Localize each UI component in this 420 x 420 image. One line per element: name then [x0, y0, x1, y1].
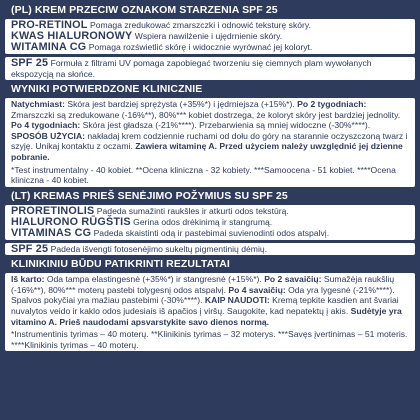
- spf-desc: Padeda išvengti fotosenėjimo sukeltų pigmentinių dėmių.: [50, 243, 268, 254]
- pl-ingredients-box: [5, 19, 415, 54]
- pl-results-header: WYNIKI POTWIERDZONE KLINICZNIE: [11, 83, 203, 95]
- results-label: Po 4 savaičių:: [228, 284, 286, 295]
- ingredient-desc: Wspiera nawilżenie i ujędrnienie skóry.: [134, 31, 283, 41]
- lt-footnotes: *Instrumentinis tyrimas – 40 moterų. **Klinikinis tyrimas – 32 moterys. ***Savęs įvertinimas – 51 moteris. ****Klinikinis tyrimas – 40 moterų.: [11, 329, 408, 350]
- results-text: Oda tampa elastingesnė (+35%*) ir stangresnė (+15%*).: [44, 274, 265, 285]
- pl-results-box: [5, 98, 415, 187]
- ingredient-desc: Gerina odos drėkinimą ir stangrumą.: [133, 216, 273, 227]
- lt-spf-text: [11, 244, 409, 255]
- pl-spf-text: [11, 58, 409, 79]
- results-text: Oda yra lygesnė (-21%****). Spalvos pokyčiai yra mažiau pastebimi (-30%****).: [11, 284, 395, 306]
- ingredient-name: PRORETINOLIS: [11, 204, 95, 217]
- ingredient-desc: Padeda skaistinti odą ir pastebimai suvienodinti odos atspalvį.: [93, 227, 330, 238]
- usage-label: SPOSÓB UŻYCIA:: [11, 130, 86, 141]
- pl-footnotes: *Test instrumentalny - 40 kobiet. **Ocena kliniczna - 32 kobiety. ***Samoocena - 51 kobiet. ****Ocena kliniczna - 40 kobiet.: [11, 164, 396, 186]
- pl-spf-box: [5, 57, 415, 80]
- lt-ingredient-3: [11, 228, 409, 239]
- pl-ingredient-3: [11, 42, 409, 53]
- results-text: Skóra jest gładsza (-21%****). Przebarwienia są mniej widoczne (-30%****).: [80, 120, 371, 131]
- lt-spf-box: [5, 243, 415, 256]
- results-text: Zmarszczki są zredukowane (-16%**), 80%*** kobiet dostrzega, że koloryt skóry jest bardziej jednolity.: [11, 109, 401, 120]
- results-text: Skóra jest bardziej sprężysta (+35%*) i jędrniejsza (+15%*).: [64, 99, 298, 109]
- ingredient-name: VITAMINAS CG: [11, 226, 92, 239]
- results-text: Sumažėja raukšlių (-16%**), 80%*** moterų pastebi tolygesnį odos atspalvį.: [11, 274, 395, 295]
- ingredient-desc: Pomaga zredukować zmarszczki i odnowić teksturę skóry.: [89, 20, 311, 30]
- pl-results-text: [11, 99, 409, 163]
- results-label: Po 2 tygodniach:: [297, 99, 367, 109]
- results-label: Po 2 savaičių:: [264, 274, 322, 285]
- ingredient-desc: Pomaga rozświetlić skórę i widocznie wyrównać jej koloryt.: [88, 42, 313, 52]
- spf-name: SPF 25: [11, 242, 49, 255]
- vitamin-warning: Zawiera witaminę A. Przed użyciem należy uwzględnić jej dzienne pobranie.: [11, 141, 403, 162]
- ingredient-name: PRO-RETINOL: [11, 19, 88, 31]
- vitamin-warning: Sudėtyje yra vitamino A. Prieš naudodami apsvarstykite savo dienos normą.: [11, 306, 402, 327]
- ingredient-desc: Padeda sumažinti raukšles ir atkurti odos tekstūrą.: [96, 205, 289, 216]
- usage-label: KAIP NAUDOTI:: [204, 295, 270, 306]
- pl-header: (PL) KREM PRZECIW OZNAKOM STARZENIA SPF 25: [11, 4, 278, 16]
- spf-name: SPF 25: [11, 57, 49, 69]
- results-label: Po 4 tygodniach:: [11, 120, 81, 131]
- lt-results-box: [5, 273, 415, 351]
- results-label: Iš karto:: [11, 274, 45, 285]
- lt-header: (LT) KREMAS PRIEŠ SENĖJIMO POŽYMIUS SU SPF 25: [11, 189, 288, 202]
- lt-results-text: [11, 274, 409, 327]
- lt-ingredients-box: [5, 205, 415, 240]
- spf-desc: Formuła z filtrami UV pomaga zapobiegać tworzeniu się ciemnych plam wywołanych ekspozycją na słońce.: [11, 58, 372, 79]
- ingredient-name: WITAMINA CG: [11, 41, 87, 53]
- results-label: Natychmiast:: [11, 99, 65, 109]
- ingredient-name: KWAS HIALURONOWY: [11, 30, 133, 42]
- usage-text: nakładaj krem codziennie ruchami od dołu do góry na starannie oczyszczoną twarz i szyję. Unikaj kontaktu z oczami.: [11, 130, 408, 152]
- lt-results-header: KLINIKINIU BŪDU PATIKRINTI REZULTATAI: [11, 258, 230, 271]
- ingredient-name: HIALURONO RŪGŠTIS: [11, 215, 131, 228]
- usage-text: Kremą tepkite kasdien ant švariai nuvalytos veido ir kaklo odos judesiais iš apačios į viršų. Saugokite, kad nepatektų į akis.: [11, 295, 399, 317]
